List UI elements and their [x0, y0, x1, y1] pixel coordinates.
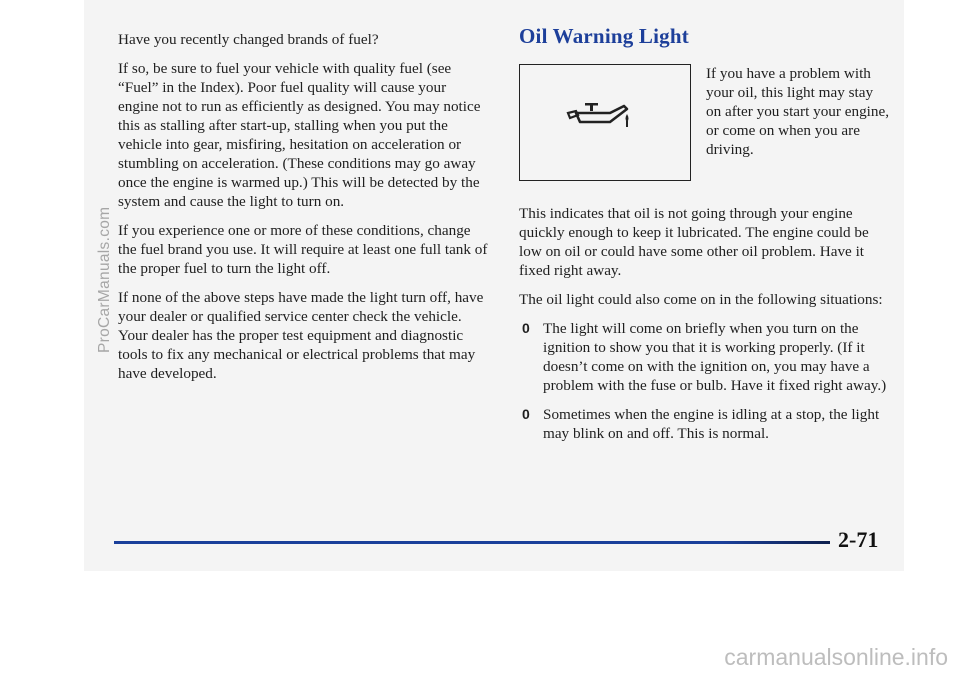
paragraph-change-brand: If you experience one or more of these conditions, change the fuel brand you use. It will require at least one full tank of the proper fuel to turn the light off. [118, 222, 488, 277]
list-item [519, 319, 889, 395]
oil-light-description: If you have a problem with your oil, this light may stay on after you start your engine, or come on when you are driving. [706, 65, 890, 158]
bottom-watermark: carmanualsonline.info [724, 644, 948, 670]
list-item-text: The light will come on briefly when you turn on the ignition to show you that it is working properly. (If it doesn’t come on with the ignition on, you may have a problem with the fuse or bulb. Have it fixed right away.) [543, 320, 887, 394]
bullet-marker: 0 [522, 406, 530, 422]
oil-can-icon [566, 101, 646, 141]
paragraph-fuel-quality: If so, be sure to fuel your vehicle with quality fuel (see “Fuel” in the Index). Poor fuel quality will cause your engine not to run as efficiently as designed. You may notice this as stalling after start-up, stalling when you put the vehicle into gear, misfiring, hesitation on acceleration or stumbling on acceleration. (These conditions may go away once the engine is warmed up.) This will be detected by the system and cause the light to turn on. [118, 60, 481, 210]
side-watermark: ProCarManuals.com [96, 206, 113, 353]
list-item-text: Sometimes when the engine is idling at a stop, the light may blink on and off. This is normal. [543, 406, 880, 442]
paragraph-fuel-question: Have you recently changed brands of fuel? [118, 31, 379, 48]
oil-light-details [519, 204, 889, 453]
oil-light-illustration [519, 64, 691, 181]
situation-list [519, 319, 889, 443]
section-heading: Oil Warning Light [519, 24, 689, 48]
paragraph-oil-indicates: This indicates that oil is not going through your engine quickly enough to keep it lubricated. The engine could be low on oil or could have some other oil problem. Have it fixed right away. [519, 205, 869, 279]
paragraph-dealer-check: If none of the above steps have made the light turn off, have your dealer or qualified service center check the vehicle. Your dealer has the proper test equipment and diagnostic tools to fix any mechanical or electrical problems that may have developed. [118, 289, 484, 382]
right-column [519, 24, 890, 442]
list-item [519, 405, 889, 443]
footer-rule [114, 541, 830, 544]
page-number: 2-71 [838, 527, 879, 552]
bullet-marker: 0 [522, 320, 530, 336]
left-column [118, 30, 490, 393]
paragraph-oil-situations: The oil light could also come on in the following situations: [519, 291, 883, 308]
